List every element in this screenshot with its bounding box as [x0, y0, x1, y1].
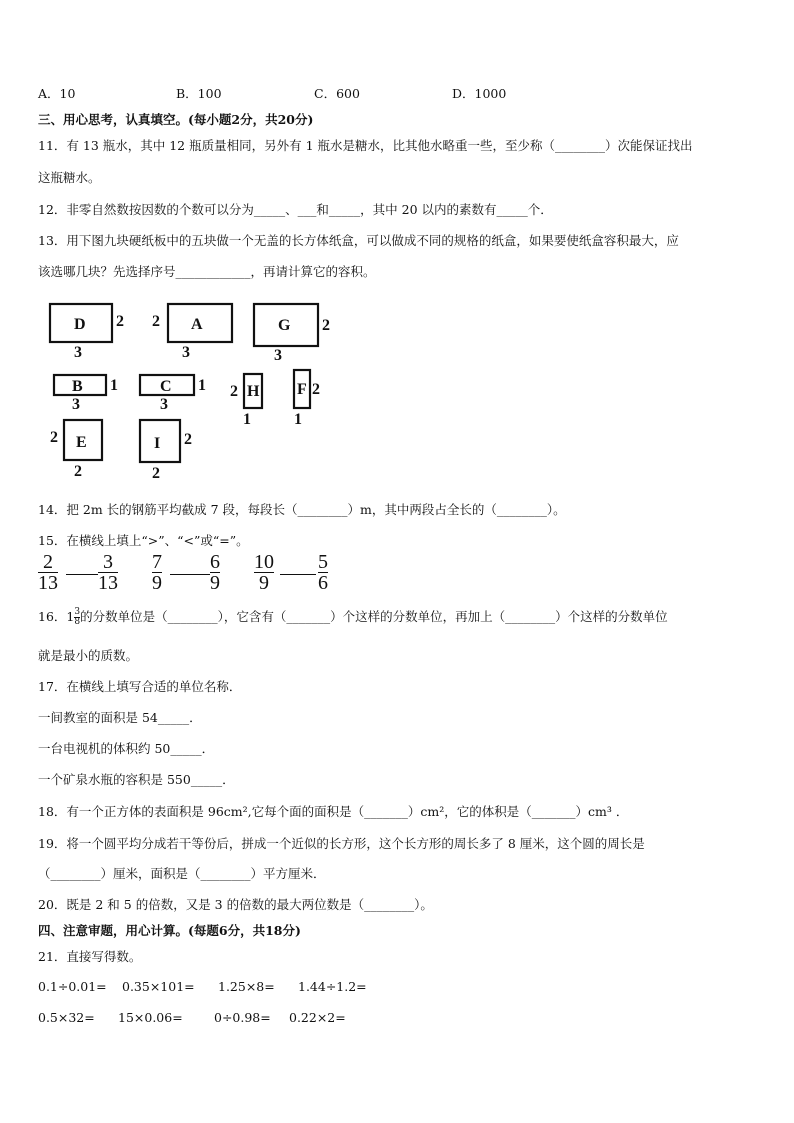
denominator: 13: [38, 572, 58, 594]
question-11-line1: 11．有 13 瓶水，其中 12 瓶质量相同，另外有 1 瓶水是糖水，比其他水略重一些，至少称（________）次能保证找出: [38, 138, 693, 153]
compare-blank-1[interactable]: [66, 574, 98, 575]
board-letter: I: [154, 435, 161, 452]
board-side: 3: [72, 396, 80, 413]
board-side: 2: [184, 431, 192, 448]
board-letter: H: [247, 383, 260, 400]
board-side: 3: [74, 344, 82, 361]
numerator: 6: [210, 551, 220, 573]
numerator: 7: [152, 551, 162, 573]
calc-item: 1.44÷1.2=: [298, 979, 367, 994]
board-side: 2: [50, 429, 58, 446]
denominator: 13: [98, 572, 118, 594]
question-13-line1: 13．用下图九块硬纸板中的五块做一个无盖的长方体纸盒，可以做成不同的规格的纸盒，如果要使纸盒容积最大，应: [38, 233, 679, 248]
denominator: 9: [152, 572, 162, 594]
question-16-text: 的分数单位是（________），它含有（_______）个这样的分数单位，再加上（________）个这样的分数单位: [80, 609, 668, 624]
compare-blank-3[interactable]: [280, 574, 316, 575]
option-b: B．100: [176, 86, 222, 101]
question-13-line2: 该选哪几块？先选择序号____________，再请计算它的容积。: [38, 264, 376, 279]
fraction-left-2: [152, 552, 162, 593]
board-side: 1: [243, 411, 251, 428]
calc-item: 1.25×8=: [218, 979, 275, 994]
board-letter: B: [72, 378, 83, 395]
question-11-line2: 这瓶糖水。: [38, 170, 101, 185]
section-3-heading: 三、用心思考，认真填空。(每小题2分，共20分): [38, 112, 314, 127]
mixed-whole: 1: [66, 609, 75, 624]
board-letter: D: [74, 316, 86, 333]
question-12: 12．非零自然数按因数的个数可以分为_____、___和_____，其中 20 以内的素数有_____个．: [38, 202, 553, 217]
board-letter: G: [278, 317, 291, 334]
board-side: 1: [198, 377, 206, 394]
calc-item: 0÷0.98=: [214, 1010, 271, 1025]
mixed-number: [66, 608, 80, 627]
numerator: 3: [103, 551, 113, 573]
calc-item: 0.5×32=: [38, 1010, 95, 1025]
calc-item: 15×0.06=: [118, 1010, 183, 1025]
board-side: 2: [152, 313, 160, 330]
question-17-line4: 一个矿泉水瓶的容积是 550_____．: [38, 772, 235, 787]
question-14: 14．把 2m 长的钢筋平均截成 7 段，每段长（________）m，其中两段占全长的（________）。: [38, 502, 566, 517]
question-21-title: 21．直接写得数。: [38, 949, 142, 964]
denominator: 9: [259, 572, 269, 594]
board-letter: C: [160, 378, 172, 395]
question-16-line1: [38, 607, 668, 627]
denominator: 9: [210, 572, 220, 594]
fraction-right-2: [210, 552, 220, 593]
board-side: 3: [182, 344, 190, 361]
calc-item: 0.35×101=: [122, 979, 195, 994]
board-side: 3: [274, 347, 282, 364]
board-side: 2: [116, 313, 124, 330]
fraction-right-3: [318, 552, 328, 593]
mixed-numerator: 3: [74, 607, 81, 617]
board-side: 1: [110, 377, 118, 394]
numerator: 2: [43, 551, 53, 573]
board-side: 2: [152, 465, 160, 482]
mixed-denominator: 8: [74, 617, 81, 627]
board-side: 2: [230, 383, 238, 400]
calc-item: 0.22×2=: [289, 1010, 346, 1025]
question-17-line3: 一台电视机的体积约 50_____．: [38, 741, 215, 756]
compare-blank-2[interactable]: [170, 574, 210, 575]
cardboard-figure: [36, 292, 336, 484]
option-a: A．10: [38, 86, 76, 101]
question-17-line1: 17．在横线上填写合适的单位名称．: [38, 679, 242, 694]
question-15: 15．在横线上填上“>”、“<”或“=”。: [38, 533, 249, 548]
option-c: C．600: [314, 86, 360, 101]
denominator: 6: [318, 572, 328, 594]
numerator: 5: [318, 551, 328, 573]
question-20: 20．既是 2 和 5 的倍数，又是 3 的倍数的最大两位数是（________）。: [38, 897, 433, 912]
board-letter: A: [191, 316, 203, 333]
board-side: 2: [312, 381, 320, 398]
section-4-heading: 四、注意审题，用心计算。(每题6分，共18分): [38, 923, 301, 938]
question-19-line1: 19．将一个圆平均分成若干等份后，拼成一个近似的长方形，这个长方形的周长多了 8 厘米，这个圆的周长是: [38, 836, 645, 851]
question-16-line2: 就是最小的质数。: [38, 648, 139, 663]
board-side: 2: [74, 463, 82, 480]
question-18: 18．有一个正方体的表面积是 96cm²,它每个面的面积是（_______）cm²，它的体积是（_______）cm³ ．: [38, 804, 629, 819]
fraction-left-1: [38, 552, 58, 593]
question-19-line2: （________）厘米，面积是（________）平方厘米．: [38, 866, 326, 881]
question-17-line2: 一间教室的面积是 54_____．: [38, 710, 202, 725]
fraction-right-1: [98, 552, 118, 593]
fraction-left-3: [254, 552, 274, 593]
board-letter: E: [76, 434, 87, 451]
option-d: D．1000: [452, 86, 507, 101]
question-16-prefix: 16．: [38, 609, 67, 624]
board-side: 3: [160, 396, 168, 413]
numerator: 10: [254, 551, 274, 573]
calc-item: 0.1÷0.01=: [38, 979, 107, 994]
board-letter: F: [297, 381, 307, 398]
board-side: 1: [294, 411, 302, 428]
board-side: 2: [322, 317, 330, 334]
